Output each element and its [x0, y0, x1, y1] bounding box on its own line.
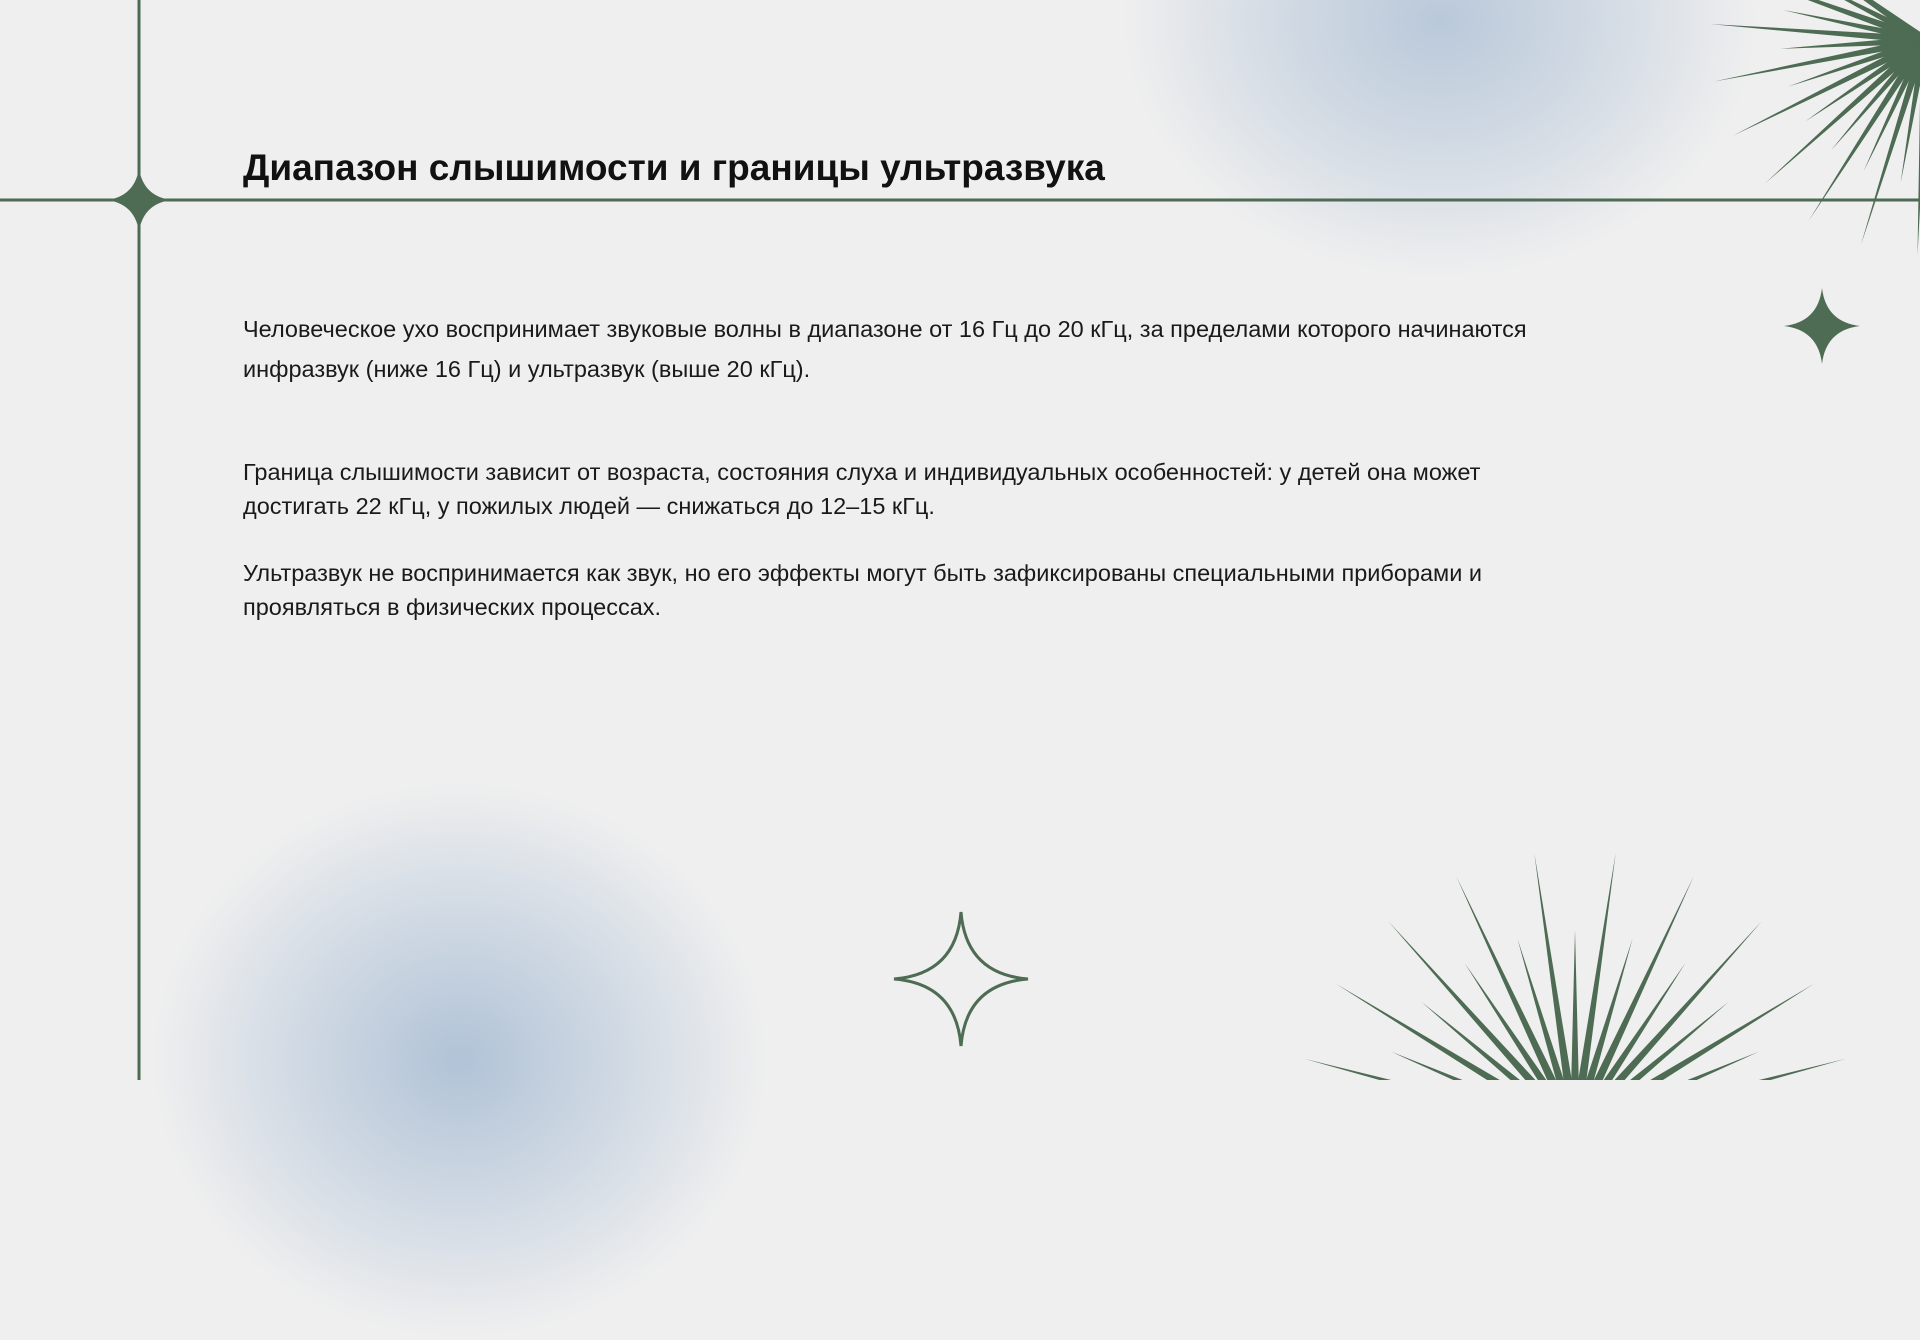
radial-burst-icon — [1711, 0, 1920, 255]
four-point-star-outline-icon — [894, 912, 1028, 1046]
burst-ray — [1570, 930, 1580, 1080]
radial-burst-icon — [1295, 853, 1855, 1080]
slide-title: Диапазон слышимости и границы ультразвука — [243, 142, 1105, 194]
four-point-star-icon — [1784, 288, 1860, 364]
body-paragraph: Ультразвук не воспринимается как звук, но его эффекты могут быть зафиксированы специальными приборами и проявляться в физических процессах. — [243, 556, 1543, 624]
body-paragraph: Человеческое ухо воспринимает звуковые волны в диапазоне от 16 Гц до 20 кГц, за пределами которого начинаются инфразвук (ниже 16 Гц) и ультразвук (выше 20 кГц). — [243, 309, 1543, 389]
body-paragraph: Граница слышимости зависит от возраста, состояния слуха и индивидуальных особенностей: у детей она может достигать 22 кГц, у пожилых людей — снижаться до 12–15 кГц. — [243, 455, 1543, 523]
four-point-star-icon — [107, 168, 171, 232]
